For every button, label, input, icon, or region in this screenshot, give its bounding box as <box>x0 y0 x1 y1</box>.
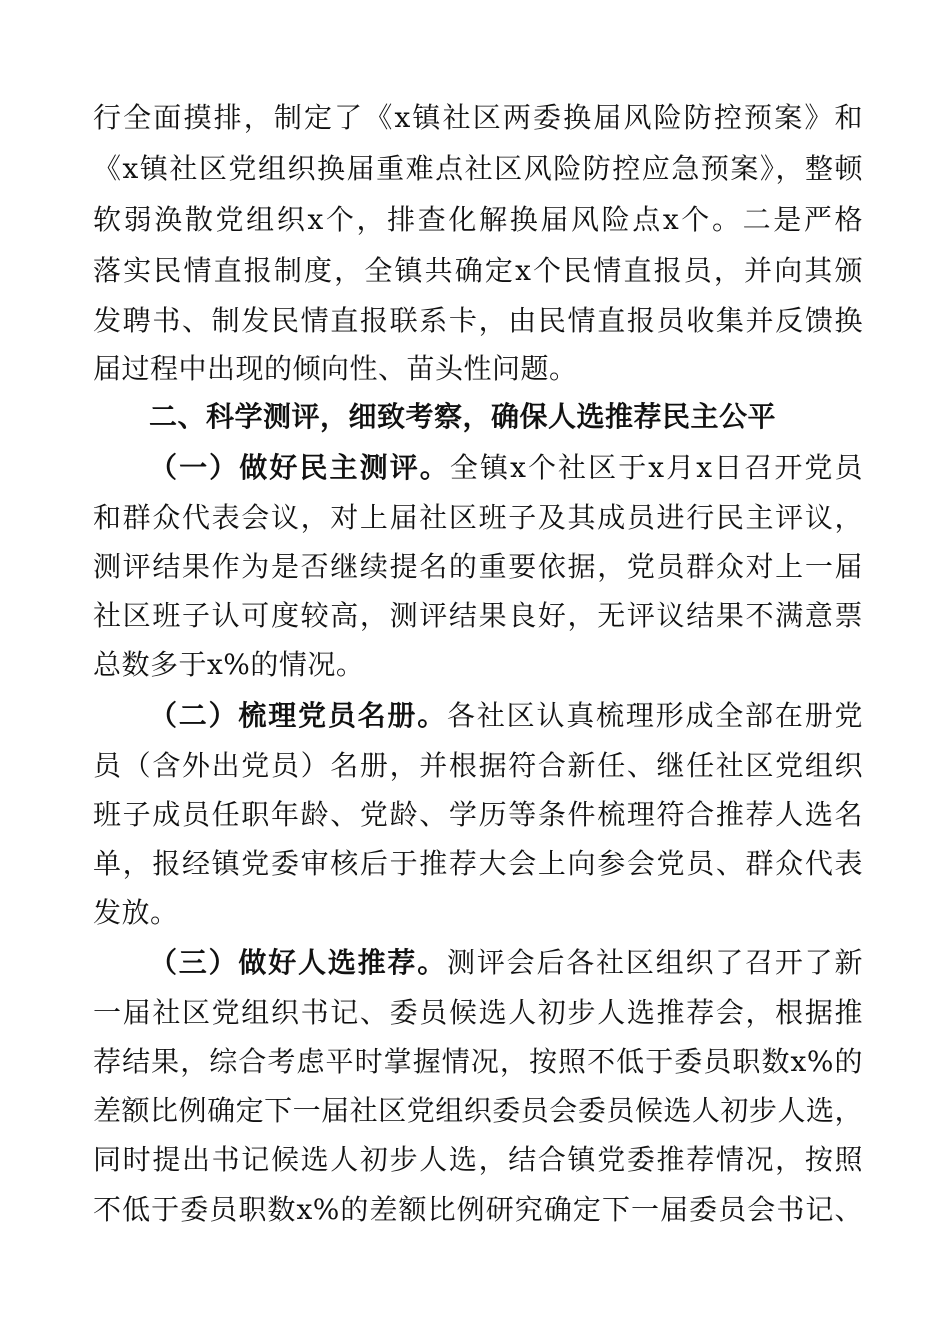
item-title: （三）做好人选推荐。 <box>149 946 448 979</box>
paragraph-line: 同时提出书记候选人初步人选，结合镇党委推荐情况，按照 <box>93 1143 863 1176</box>
item-first-line-text: 全镇x个社区于x月x日召开党员 <box>449 451 863 484</box>
item-title: （二）梳理党员名册。 <box>149 699 448 732</box>
paragraph-line: 不低于委员职数x%的差额比例研究确定下一届委员会书记、 <box>93 1193 863 1226</box>
paragraph-line: 软弱涣散党组织x个，排查化解换届风险点x个。二是严格 <box>93 203 863 236</box>
paragraph-line: 落实民情直报制度，全镇共确定x个民情直报员，并向其颁 <box>93 254 863 287</box>
paragraph-line: 和群众代表会议，对上届社区班子及其成员进行民主评议， <box>93 501 863 534</box>
item-first-line-text: 各社区认真梳理形成全部在册党 <box>447 699 863 732</box>
paragraph-line: 测评结果作为是否继续提名的重要依据，党员群众对上一届 <box>93 550 863 583</box>
paragraph-line: 总数多于x%的情况。 <box>93 648 365 681</box>
item-first-line <box>149 946 863 980</box>
paragraph-line: 员（含外出党员）名册，并根据符合新任、继任社区党组织 <box>93 749 863 782</box>
paragraph-line: 届过程中出现的倾向性、苗头性问题。 <box>93 352 578 385</box>
paragraph-line: 班子成员任职年龄、党龄、学历等条件梳理符合推荐人选名 <box>93 798 863 831</box>
paragraph-line: 差额比例确定下一届社区党组织委员会委员候选人初步人选， <box>93 1094 863 1127</box>
paragraph-line: 单，报经镇党委审核后于推荐大会上向参会党员、群众代表 <box>93 847 863 880</box>
paragraph-line: 《x镇社区党组织换届重难点社区风险防控应急预案》，整顿 <box>93 152 863 185</box>
paragraph-line: 发聘书、制发民情直报联系卡，由民情直报员收集并反馈换 <box>93 304 863 337</box>
paragraph-line: 一届社区党组织书记、委员候选人初步人选推荐会，根据推 <box>93 996 863 1029</box>
section-heading: 二、科学测评，细致考察，确保人选推荐民主公平 <box>149 400 777 433</box>
paragraph-line: 社区班子认可度较高，测评结果良好，无评议结果不满意票 <box>93 599 863 632</box>
item-first-line-text: 测评会后各社区组织了召开了新 <box>447 946 863 979</box>
item-first-line <box>149 451 863 485</box>
item-first-line <box>149 699 863 733</box>
item-title: （一）做好民主测评。 <box>149 451 450 484</box>
paragraph-line: 荐结果，综合考虑平时掌握情况，按照不低于委员职数x%的 <box>93 1045 863 1078</box>
paragraph-line: 发放。 <box>93 896 179 929</box>
paragraph-line: 行全面摸排，制定了《x镇社区两委换届风险防控预案》和 <box>93 101 863 134</box>
